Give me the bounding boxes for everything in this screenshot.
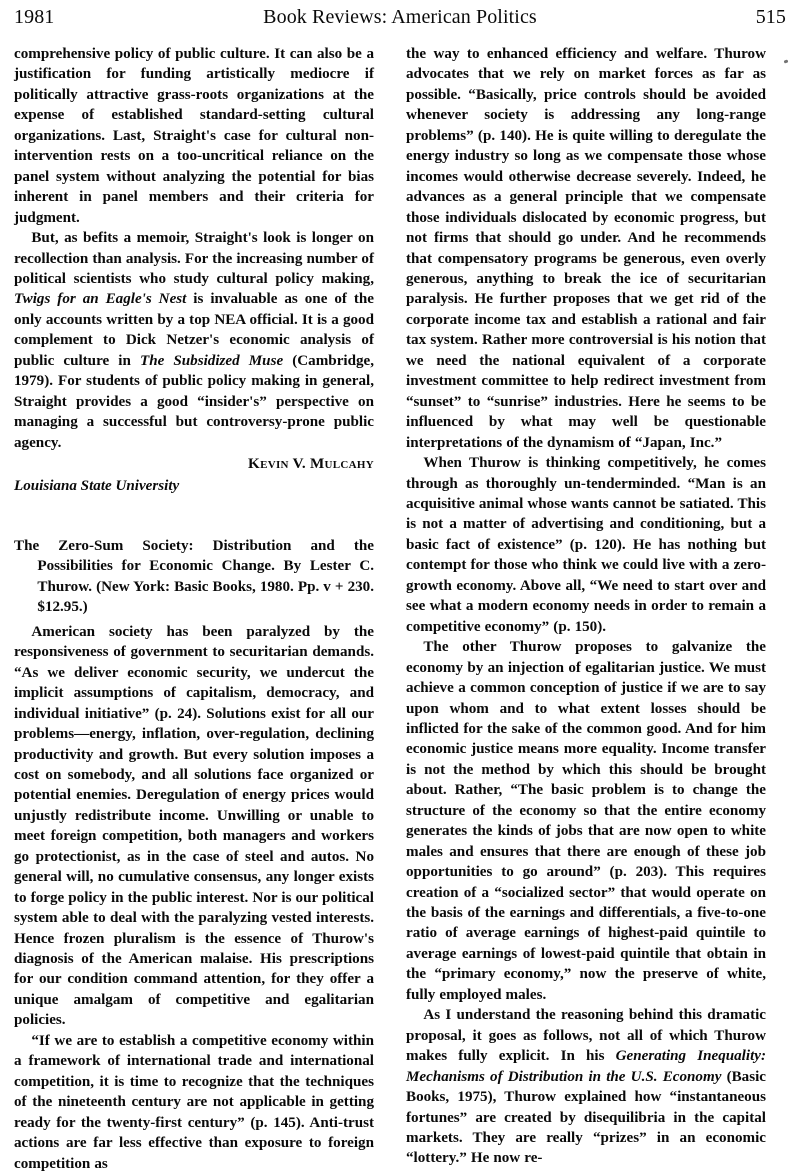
book-title-italic: The Subsidized Muse bbox=[139, 352, 284, 369]
section-spacer bbox=[14, 496, 374, 536]
running-head-title: Book Reviews: American Politics bbox=[263, 6, 537, 28]
text-run: (Cambridge, 1979). For students of public policy making in general, Straight provides a good “insider's” perspective on managing a successful but controversy-prone public agency. bbox=[14, 352, 375, 451]
reviewer-name: Kevin V. Mulcahy bbox=[248, 456, 374, 473]
text-run: is invaluable as one of the only accounts written by a top NEA official. It is a good complement to Dick Netzer's economic analysis of public culture in bbox=[14, 291, 374, 369]
text-run: As I understand the reasoning behind this dramatic proposal, it goes as follows, not all of which Thurow makes fully explicit. In his bbox=[406, 1007, 766, 1065]
paragraph: The other Thurow proposes to galvanize the economy by an injection of egalitarian justice. We must achieve a common conception of justice if we are to say upon whom and to what extent losses should be inflicted for the sake of the common good. And for him economic justice means more equality. Income transfer is not the method by which this should be brought about. Rather, “The basic problem is to change the structure of the economy so that the entire economy generates the kinds of jobs that are now open to white males and ensures that there are enough of these job opportunities to go around” (p. 203). This requires creation of a “socialized sector” that would operate on the basis of the earnings and differentials, a five-to-one ratio of average earnings of highest-paid quintile to average earnings of lowest-paid quintile that obtain in the “primary economy,” now the preserve of white, fully employed males. bbox=[406, 639, 766, 1003]
two-column-body bbox=[14, 44, 788, 1172]
paragraph: When Thurow is thinking competitively, he comes through as thoroughly un-tenderminded. “Man is an acquisitive animal whose wants cannot be satiated. This is not a matter of advertising and conditioning, but a basic fact of existence” (p. 120). He has nothing but contempt for those who think we could live with a zero-growth economy. Above all, “We need to start over and see what a modern economy needs in order to remain a competitive economy” (p. 150). bbox=[406, 455, 766, 635]
book-citation-title: The Zero-Sum Society: Distribution and the Possibilities for Economic Change. bbox=[14, 537, 374, 575]
running-head bbox=[14, 6, 786, 36]
text-run: (Basic Books, 1975), Thurow explained how “instantaneous fortunes” are created by disequilibria in the capital markets. They are really “prizes” in an economic “lottery.” He now re- bbox=[406, 1068, 766, 1167]
book-citation-details: By Lester C. Thurow. (New York: Basic Books, 1980. Pp. v + 230. $12.95.) bbox=[37, 558, 374, 616]
book-title-italic: Twigs for an Eagle's Nest bbox=[14, 291, 187, 308]
book-citation bbox=[14, 536, 374, 618]
paragraph-continued: the way to enhanced efficiency and welfare. Thurow advocates that we rely on market forces as far as possible. “Basically, price controls should be avoided whenever society is addressing any long-range problems” (p. 140). He is quite willing to deregulate the energy industry so long as we compensate those whose incomes would otherwise decrease severely. Indeed, he advances as a general principle that we compensate those individuals dislocated by economic progress, but not firms that should go under. And he recommends that compensatory programs be generous, even overly generous, anything to break the ice of securitarian paralysis. He further proposes that we get rid of the corporate income tax and establish a rational and fair tax system. Rather more controversial is his notion that we need the national equivalent of a corporate investment committee to help redirect investment from “sunset” to “sunrise” industries. Here he seems to be influenced by what may well be questionable interpretations of the dynamism of “Japan, Inc.” bbox=[406, 46, 766, 451]
reviewer-affiliation: Louisiana State University bbox=[14, 477, 180, 494]
paragraph-continued: comprehensive policy of public culture. It can also be a justification for funding artistically mediocre if politically attractive grass-roots organizations at the expense of established standard-setting cultural organizations. Last, Straight's case for cultural non-intervention rests on a too-uncritical reliance on the panel system without analyzing the potential for bias inherent in panel members and their criteria for judgment. bbox=[14, 46, 374, 226]
text-run: But, as befits a memoir, Straight's look is longer on recollection than analysis. For the increasing number of political scientists who study cultural policy making, bbox=[14, 230, 374, 287]
right-column bbox=[406, 44, 766, 1167]
book-title-italic: Generating Inequality: Mechanisms of Distribution in the U.S. Economy bbox=[406, 1048, 766, 1085]
page-number: 515 bbox=[755, 6, 786, 28]
paragraph bbox=[14, 228, 374, 453]
paragraph: “If we are to establish a competitive economy within a framework of international trade and international competition, it is time to recognize that the techniques of the nineteenth century are not applicable in getting ready for the twenty-first century” (p. 145). Anti-trust actions are far less effective than exposure to foreign competition as bbox=[14, 1032, 374, 1172]
paragraph bbox=[406, 1005, 766, 1169]
paragraph: American society has been paralyzed by the responsiveness of government to securitarian demands. “As we deliver economic security, we undercut the implicit assumptions of capitalism, democracy, and individual initiative” (p. 24). Solutions exist for all our problems—energy, inflation, over-regulation, declining productivity and growth. But every solution imposes a cost on somebody, and all solutions face organized or potential enemies. Deregulation of energy prices would unjustly redistribute income. Unwilling or unable to meet foreign competition, both managers and workers go protectionist, as in the case of steel and autos. No general will, no cumulative consensus, any longer exists to forge policy in the public interest. Nor is our political system able to deal with the paralyzing vested interests. Hence frozen pluralism is the essence of Thurow's diagnosis of the American malaise. His prescriptions for our condition command attention, for they offer a unique amalgam of competitive and egalitarian policies. bbox=[14, 623, 374, 1029]
left-column bbox=[14, 44, 375, 1172]
page-year: 1981 bbox=[14, 6, 55, 28]
